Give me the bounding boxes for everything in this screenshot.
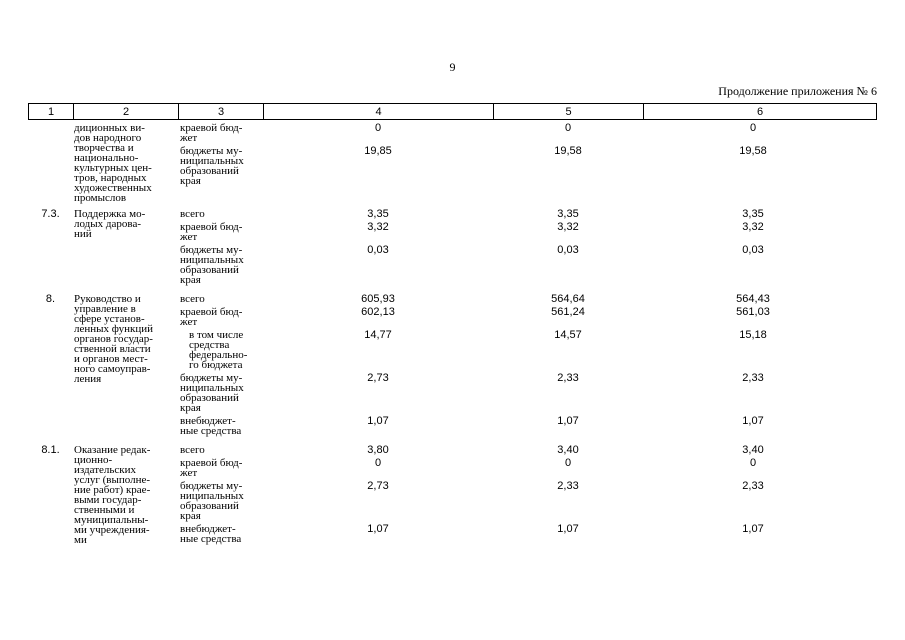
funding-source-label: [178, 307, 263, 330]
funding-source-label-line: образований: [180, 165, 239, 177]
value-col-5: 0: [564, 122, 572, 134]
funding-source-label-line: краевой бюд-: [180, 122, 243, 134]
row-number: 8.: [45, 293, 56, 305]
row-name-line: услуг (выполне-: [74, 474, 151, 486]
funding-source-row: [178, 458, 863, 481]
value-col-4: 3,35: [367, 208, 389, 220]
funding-source-label-line: края: [180, 402, 201, 414]
funding-source-label-line: внебюджет-: [180, 415, 236, 427]
value-col-5: 564,64: [551, 293, 585, 305]
value-col-6: 3,35: [742, 208, 764, 220]
row-name-line: ми учреждения-: [74, 524, 150, 536]
value-col-5: 1,07: [557, 415, 579, 427]
funding-source-label: [178, 481, 263, 524]
row-name-line: Поддержка мо-: [74, 208, 146, 220]
value-col-6: 0,03: [742, 244, 764, 256]
row-name: [73, 123, 178, 203]
row-name-line: ления: [74, 373, 102, 385]
value-col-6: 1,07: [742, 523, 764, 535]
funding-source-label-line: ниципальных: [180, 254, 244, 266]
funding-source-label-line: бюджеты му-: [180, 145, 243, 157]
funding-source-row: [178, 146, 863, 189]
row-name-line: тров, народных: [74, 172, 147, 184]
value-col-5: 14,57: [554, 329, 582, 341]
funding-source-label-line: ные средства: [180, 533, 242, 545]
value-col-6: 15,18: [739, 329, 767, 341]
funding-source-label-line: бюджеты му-: [180, 244, 243, 256]
row-name-line: ного самоуправ-: [74, 363, 151, 375]
row-number: 8.1.: [41, 444, 60, 456]
funding-sources: [178, 123, 863, 203]
value-col-4: 14,77: [364, 329, 392, 341]
row-name-line: диционных ви-: [74, 122, 145, 134]
funding-source-label-line: края: [180, 510, 201, 522]
value-col-6: 2,33: [742, 480, 764, 492]
table-row: [28, 123, 876, 203]
row-name-line: органов государ-: [74, 333, 153, 345]
header-cell: 1: [29, 104, 74, 120]
row-name: [73, 445, 178, 547]
column-number-header: [28, 103, 877, 120]
funding-source-label-line: федерально-: [189, 349, 248, 361]
row-number: [28, 123, 73, 203]
value-col-4: 2,73: [367, 480, 389, 492]
row-name-line: промыслов: [74, 192, 127, 204]
value-col-5: 2,33: [557, 372, 579, 384]
value-col-5: 3,32: [557, 221, 579, 233]
row-name: [73, 209, 178, 288]
value-col-6: 564,43: [736, 293, 770, 305]
funding-source-label-line: ниципальных: [180, 382, 244, 394]
funding-source-label-line: всего: [180, 208, 205, 220]
funding-source-row: [178, 373, 863, 416]
funding-source-row: [178, 222, 863, 245]
funding-source-label-line: края: [180, 175, 201, 187]
value-col-6: 561,03: [736, 306, 770, 318]
row-name-line: культурных цен-: [74, 162, 152, 174]
budget-table-body: [28, 123, 876, 553]
funding-source-label: [178, 416, 263, 439]
row-name-line: Руководство и: [74, 293, 141, 305]
value-col-4: 0,03: [367, 244, 389, 256]
funding-sources: [178, 445, 863, 547]
value-col-5: 1,07: [557, 523, 579, 535]
funding-source-label-line: краевой бюд-: [180, 457, 243, 469]
value-col-4: 3,32: [367, 221, 389, 233]
row-name-line: лодых дарова-: [74, 218, 141, 230]
value-col-6: 0: [749, 457, 757, 469]
table-row: [28, 209, 876, 288]
funding-sources: [178, 209, 863, 288]
funding-source-label-line: краевой бюд-: [180, 306, 243, 318]
row-name-line: ние работ) крае-: [74, 484, 151, 496]
value-col-6: 2,33: [742, 372, 764, 384]
funding-source-label-line: образований: [180, 264, 239, 276]
row-name-line: ственной власти: [74, 343, 151, 355]
value-col-5: 0,03: [557, 244, 579, 256]
funding-source-label-line: жет: [180, 231, 198, 243]
funding-source-row: [178, 481, 863, 524]
row-name-line: национально-: [74, 152, 139, 164]
row-name-line: ний: [74, 228, 92, 240]
value-col-4: 3,80: [367, 444, 389, 456]
funding-source-label-line: всего: [180, 444, 205, 456]
value-col-4: 602,13: [361, 306, 395, 318]
funding-source-label-line: средства: [189, 339, 230, 351]
header-cell: 3: [179, 104, 264, 120]
funding-source-label-line: жет: [180, 316, 198, 328]
value-col-6: 3,32: [742, 221, 764, 233]
funding-sources: [178, 294, 863, 439]
value-col-4: 0: [374, 457, 382, 469]
funding-source-label-line: бюджеты му-: [180, 372, 243, 384]
funding-source-label: [178, 373, 263, 416]
page-number: 9: [449, 60, 456, 74]
funding-source-label-line: жет: [180, 467, 198, 479]
row-name-line: художественных: [74, 182, 152, 194]
funding-source-label-line: образований: [180, 392, 239, 404]
row-name-line: выми государ-: [74, 494, 142, 506]
row-name-line: ленных функций: [74, 323, 154, 335]
row-name-line: ми: [74, 534, 87, 546]
funding-source-label-line: края: [180, 274, 201, 286]
value-col-6: 1,07: [742, 415, 764, 427]
value-col-6: 3,40: [742, 444, 764, 456]
value-col-5: 3,40: [557, 444, 579, 456]
funding-source-label-line: в том числе: [189, 329, 244, 341]
value-col-4: 1,07: [367, 415, 389, 427]
value-col-4: 1,07: [367, 523, 389, 535]
value-col-4: 19,85: [364, 145, 392, 157]
funding-source-label-line: бюджеты му-: [180, 480, 243, 492]
value-col-5: 3,35: [557, 208, 579, 220]
row-name-line: Оказание редак-: [74, 444, 151, 456]
header-row: [29, 104, 877, 120]
value-col-6: 19,58: [739, 145, 767, 157]
funding-source-label: [178, 245, 263, 288]
row-number: 7.3.: [41, 208, 60, 220]
funding-source-row: [178, 524, 863, 547]
funding-source-label-line: ниципальных: [180, 490, 244, 502]
row-name-line: и органов мест-: [74, 353, 148, 365]
funding-source-row: [178, 445, 863, 458]
row-name-line: дов народного: [74, 132, 142, 144]
row-name-line: управление в: [74, 303, 136, 315]
header-cell: 6: [644, 104, 877, 120]
funding-source-label: [178, 458, 263, 481]
funding-source-row: [178, 245, 863, 288]
funding-source-label-line: образований: [180, 500, 239, 512]
funding-source-row: [178, 307, 863, 330]
funding-source-label-line: ниципальных: [180, 155, 244, 167]
table-row: [28, 445, 876, 547]
funding-source-label: [178, 123, 263, 146]
funding-source-label-line: внебюджет-: [180, 523, 236, 535]
row-name-line: издательских: [74, 464, 137, 476]
funding-source-row: [178, 330, 863, 373]
funding-source-label-line: го бюджета: [189, 359, 243, 371]
funding-source-label: [178, 222, 263, 245]
table-row: [28, 294, 876, 439]
value-col-5: 19,58: [554, 145, 582, 157]
value-col-4: 605,93: [361, 293, 395, 305]
funding-source-label-line: жет: [180, 132, 198, 144]
header-cell: 4: [264, 104, 494, 120]
value-col-5: 561,24: [551, 306, 585, 318]
row-name-line: творчества и: [74, 142, 134, 154]
funding-source-label-line: всего: [180, 293, 205, 305]
row-name-line: муниципальны-: [74, 514, 149, 526]
header-cell: 5: [494, 104, 644, 120]
funding-source-label: [178, 146, 263, 189]
appendix-continuation-note: Продолжение приложения № 6: [718, 84, 877, 98]
funding-source-label: [178, 524, 263, 547]
funding-source-row: [178, 123, 863, 146]
value-col-6: 0: [749, 122, 757, 134]
row-name-line: ционно-: [74, 454, 113, 466]
value-col-5: 2,33: [557, 480, 579, 492]
row-name: [73, 294, 178, 439]
funding-source-label-line: краевой бюд-: [180, 221, 243, 233]
funding-source-row: [178, 416, 863, 439]
funding-source-label-line: ные средства: [180, 425, 242, 437]
value-col-5: 0: [564, 457, 572, 469]
value-col-4: 2,73: [367, 372, 389, 384]
value-col-4: 0: [374, 122, 382, 134]
row-name-line: сфере установ-: [74, 313, 145, 325]
header-cell: 2: [74, 104, 179, 120]
funding-source-label: [178, 330, 263, 373]
row-name-line: ственными и: [74, 504, 135, 516]
